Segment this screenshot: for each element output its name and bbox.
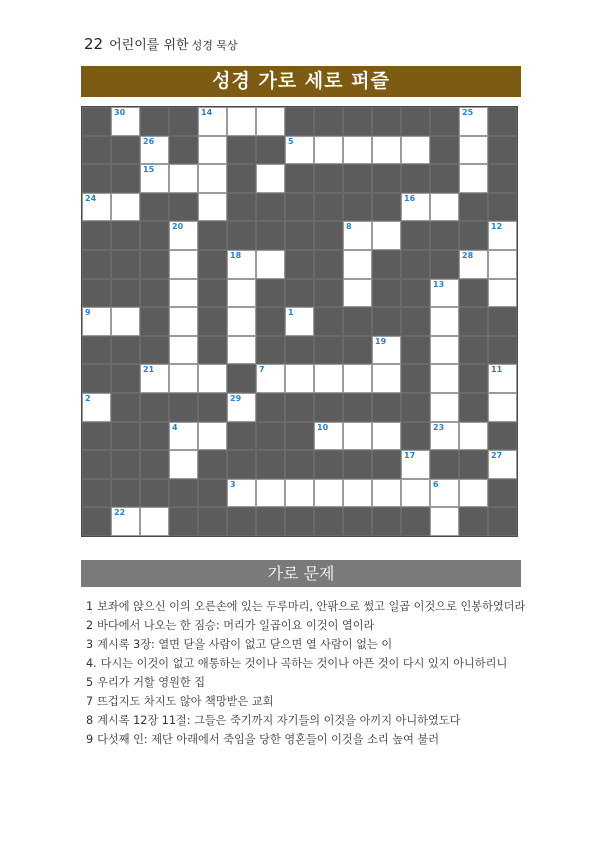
grid-cell-blocked	[256, 507, 285, 536]
grid-cell-blocked	[401, 307, 430, 336]
grid-cell-open[interactable]	[430, 364, 459, 393]
grid-cell-blocked	[140, 279, 169, 308]
grid-cell-open[interactable]	[256, 364, 285, 393]
grid-cell-blocked	[488, 507, 517, 536]
clue-number: 30	[114, 108, 126, 117]
grid-cell-open[interactable]	[430, 422, 459, 451]
grid-cell-blocked	[140, 422, 169, 451]
grid-cell-blocked	[227, 221, 256, 250]
grid-cell-blocked	[198, 479, 227, 508]
puzzle-title: 성경 가로 세로 퍼즐	[81, 66, 521, 97]
grid-cell-blocked	[111, 164, 140, 193]
grid-cell-blocked	[401, 507, 430, 536]
grid-cell-blocked	[82, 164, 111, 193]
grid-cell-blocked	[459, 336, 488, 365]
clue-item	[86, 730, 526, 749]
grid-cell-blocked	[459, 279, 488, 308]
clue-item-number: 5	[86, 676, 94, 689]
grid-cell-open[interactable]	[488, 221, 517, 250]
clue-number: 17	[404, 451, 416, 461]
grid-cell-open[interactable]	[488, 393, 517, 422]
grid-cell-blocked	[285, 507, 314, 536]
grid-cell-blocked	[314, 164, 343, 193]
grid-cell-open[interactable]	[256, 107, 285, 136]
grid-cell-blocked	[256, 221, 285, 250]
clue-number: 7	[259, 365, 265, 375]
grid-cell-blocked	[285, 107, 314, 136]
grid-cell-open[interactable]	[111, 507, 140, 536]
grid-cell-open[interactable]	[459, 164, 488, 193]
clue-item	[86, 616, 526, 635]
clue-item-number: 4.	[86, 657, 97, 670]
clue-number: 24	[85, 193, 97, 203]
grid-cell-blocked	[111, 136, 140, 165]
grid-cell-blocked	[256, 393, 285, 422]
grid-cell-blocked	[488, 193, 517, 222]
grid-cell-open[interactable]	[314, 422, 343, 451]
grid-cell-blocked	[430, 221, 459, 250]
clue-item-number: 2	[86, 619, 94, 632]
grid-cell-blocked	[401, 250, 430, 279]
grid-cell-blocked	[140, 307, 169, 336]
grid-cell-blocked	[82, 450, 111, 479]
grid-cell-open[interactable]	[343, 479, 372, 508]
grid-cell-blocked	[459, 507, 488, 536]
grid-cell-blocked	[343, 307, 372, 336]
clue-number: 25	[462, 108, 474, 117]
grid-cell-blocked	[285, 164, 314, 193]
clue-item	[86, 597, 526, 616]
grid-cell-blocked	[198, 507, 227, 536]
grid-cell-blocked	[488, 307, 517, 336]
clue-number: 29	[230, 394, 242, 403]
grid-cell-open[interactable]	[314, 479, 343, 508]
grid-cell-blocked	[256, 136, 285, 165]
running-header	[84, 34, 238, 53]
grid-cell-blocked	[372, 250, 401, 279]
grid-cell-open[interactable]	[198, 364, 227, 393]
grid-cell-open[interactable]	[198, 164, 227, 193]
grid-cell-open[interactable]	[401, 450, 430, 479]
clue-number: 11	[491, 365, 503, 375]
grid-cell-blocked	[372, 507, 401, 536]
grid-cell-open[interactable]	[285, 307, 314, 336]
clue-number: 5	[288, 136, 294, 146]
grid-cell-open[interactable]	[169, 279, 198, 308]
clue-number: 1	[288, 308, 294, 318]
grid-cell-open[interactable]	[459, 136, 488, 165]
grid-cell-open[interactable]	[285, 364, 314, 393]
clue-item-text: 다시는 이것이 없고 애통하는 것이나 곡하는 것이나 아픈 것이 다시 있지 아니하리니	[100, 657, 508, 670]
grid-cell-open[interactable]	[343, 221, 372, 250]
grid-cell-blocked	[82, 279, 111, 308]
clue-number: 13	[433, 279, 445, 289]
grid-cell-blocked	[256, 422, 285, 451]
grid-cell-blocked	[111, 336, 140, 365]
grid-cell-blocked	[227, 507, 256, 536]
grid-cell-blocked	[285, 422, 314, 451]
clue-number: 15	[143, 165, 155, 175]
grid-cell-blocked	[198, 250, 227, 279]
grid-cell-open[interactable]	[111, 193, 140, 222]
clue-item-text: 다섯째 인: 제단 아래에서 죽임을 당한 영혼들이 이것을 소리 높여 불러	[97, 733, 440, 746]
grid-cell-blocked	[372, 307, 401, 336]
clue-item-number: 3	[86, 638, 94, 651]
grid-cell-open[interactable]	[459, 479, 488, 508]
grid-cell-blocked	[140, 336, 169, 365]
grid-cell-open[interactable]	[372, 136, 401, 165]
grid-cell-open[interactable]	[256, 250, 285, 279]
grid-cell-blocked	[285, 279, 314, 308]
clue-number: 4	[172, 422, 178, 432]
grid-cell-blocked	[372, 164, 401, 193]
grid-cell-blocked	[314, 279, 343, 308]
crossword-grid	[81, 106, 518, 537]
grid-cell-open[interactable]	[488, 450, 517, 479]
grid-cell-blocked	[401, 107, 430, 136]
grid-cell-blocked	[256, 279, 285, 308]
grid-cell-open[interactable]	[401, 193, 430, 222]
grid-cell-blocked	[111, 279, 140, 308]
grid-cell-blocked	[285, 336, 314, 365]
grid-cell-open[interactable]	[198, 136, 227, 165]
grid-cell-open[interactable]	[430, 193, 459, 222]
clue-item-number: 1	[86, 600, 94, 613]
grid-cell-blocked	[111, 221, 140, 250]
grid-cell-blocked	[285, 393, 314, 422]
grid-cell-open[interactable]	[111, 107, 140, 136]
clue-item-number: 9	[86, 733, 94, 746]
clue-number: 10	[317, 422, 329, 432]
grid-cell-blocked	[198, 279, 227, 308]
grid-cell-open[interactable]	[82, 393, 111, 422]
grid-cell-blocked	[140, 221, 169, 250]
grid-cell-blocked	[488, 164, 517, 193]
grid-cell-blocked	[401, 221, 430, 250]
grid-cell-blocked	[82, 107, 111, 136]
grid-cell-open[interactable]	[488, 279, 517, 308]
grid-cell-blocked	[82, 250, 111, 279]
grid-cell-open[interactable]	[314, 136, 343, 165]
grid-cell-blocked	[372, 107, 401, 136]
clue-item-text: 보좌에 앉으신 이의 오른손에 있는 두루마리, 안팎으로 썼고 일곱 이것으로 인봉하였더라	[97, 600, 526, 613]
grid-cell-open[interactable]	[343, 364, 372, 393]
grid-cell-blocked	[314, 107, 343, 136]
grid-cell-open[interactable]	[285, 136, 314, 165]
clue-number: 2	[85, 394, 91, 403]
clue-item-number: 8	[86, 714, 94, 727]
clue-number: 3	[230, 479, 236, 489]
grid-cell-blocked	[488, 107, 517, 136]
grid-cell-open[interactable]	[198, 422, 227, 451]
grid-cell-blocked	[488, 136, 517, 165]
grid-cell-open[interactable]	[488, 250, 517, 279]
clue-item	[86, 654, 526, 673]
clue-number: 16	[404, 193, 416, 203]
grid-cell-blocked	[314, 307, 343, 336]
grid-cell-blocked	[227, 422, 256, 451]
grid-cell-blocked	[459, 450, 488, 479]
grid-cell-open[interactable]	[227, 393, 256, 422]
grid-cell-open[interactable]	[82, 307, 111, 336]
grid-cell-open[interactable]	[430, 479, 459, 508]
grid-cell-blocked	[459, 193, 488, 222]
grid-cell-open[interactable]	[227, 336, 256, 365]
grid-cell-blocked	[459, 364, 488, 393]
grid-cell-blocked	[227, 136, 256, 165]
grid-cell-open[interactable]	[459, 250, 488, 279]
grid-cell-blocked	[82, 364, 111, 393]
grid-cell-open[interactable]	[343, 279, 372, 308]
grid-cell-blocked	[169, 107, 198, 136]
grid-cell-blocked	[82, 336, 111, 365]
grid-cell-open[interactable]	[401, 479, 430, 508]
clue-item-text: 바다에서 나오는 한 짐승: 머리가 일곱이요 이것이 열이라	[97, 619, 375, 632]
grid-cell-blocked	[401, 164, 430, 193]
grid-cell-blocked	[488, 336, 517, 365]
grid-cell-blocked	[372, 279, 401, 308]
grid-cell-blocked	[82, 136, 111, 165]
grid-cell-open[interactable]	[140, 364, 169, 393]
grid-cell-blocked	[256, 450, 285, 479]
grid-cell-blocked	[401, 393, 430, 422]
clue-number: 18	[230, 251, 242, 260]
grid-cell-open[interactable]	[111, 307, 140, 336]
grid-cell-open[interactable]	[343, 250, 372, 279]
grid-cell-open[interactable]	[372, 479, 401, 508]
grid-cell-blocked	[430, 250, 459, 279]
grid-cell-blocked	[430, 164, 459, 193]
grid-cell-blocked	[169, 479, 198, 508]
grid-cell-blocked	[314, 507, 343, 536]
grid-cell-blocked	[314, 250, 343, 279]
grid-cell-blocked	[256, 336, 285, 365]
clue-number: 12	[491, 222, 503, 232]
grid-cell-blocked	[198, 393, 227, 422]
grid-cell-open[interactable]	[227, 250, 256, 279]
grid-cell-blocked	[140, 193, 169, 222]
grid-cell-open[interactable]	[430, 279, 459, 308]
clue-item-text: 뜨겁지도 차지도 않아 책망받은 교회	[97, 695, 274, 708]
across-clue-list	[86, 597, 526, 749]
grid-cell-blocked	[227, 164, 256, 193]
grid-cell-open[interactable]	[459, 107, 488, 136]
grid-cell-blocked	[198, 221, 227, 250]
grid-cell-blocked	[401, 279, 430, 308]
grid-cell-blocked	[198, 336, 227, 365]
grid-cell-blocked	[343, 450, 372, 479]
grid-cell-blocked	[111, 450, 140, 479]
grid-cell-open[interactable]	[459, 422, 488, 451]
grid-cell-blocked	[140, 107, 169, 136]
chapter-label: 성경 묵상	[191, 39, 238, 52]
book-title: 어린이를 위한	[109, 38, 189, 53]
grid-cell-open[interactable]	[343, 136, 372, 165]
grid-cell-blocked	[343, 164, 372, 193]
grid-cell-blocked	[343, 507, 372, 536]
grid-cell-blocked	[140, 450, 169, 479]
grid-cell-open[interactable]	[372, 221, 401, 250]
grid-cell-blocked	[343, 336, 372, 365]
grid-cell-blocked	[285, 250, 314, 279]
grid-cell-open[interactable]	[169, 164, 198, 193]
grid-cell-open[interactable]	[285, 479, 314, 508]
grid-cell-blocked	[401, 422, 430, 451]
grid-cell-blocked	[285, 193, 314, 222]
grid-cell-blocked	[343, 393, 372, 422]
grid-cell-blocked	[111, 393, 140, 422]
grid-cell-blocked	[198, 450, 227, 479]
grid-cell-blocked	[430, 450, 459, 479]
grid-cell-blocked	[314, 221, 343, 250]
clue-number: 22	[114, 508, 126, 518]
grid-cell-blocked	[459, 307, 488, 336]
clue-number: 20	[172, 222, 184, 232]
grid-cell-blocked	[140, 479, 169, 508]
grid-cell-blocked	[314, 193, 343, 222]
clue-item-text: 계시록 3장: 열면 닫을 사람이 없고 닫으면 열 사람이 없는 이	[97, 638, 393, 651]
grid-cell-blocked	[256, 307, 285, 336]
clue-item	[86, 692, 526, 711]
grid-cell-open[interactable]	[198, 107, 227, 136]
grid-cell-open[interactable]	[140, 507, 169, 536]
clue-number: 21	[143, 365, 155, 375]
grid-cell-blocked	[227, 450, 256, 479]
grid-cell-blocked	[111, 364, 140, 393]
clue-item	[86, 673, 526, 692]
clue-number: 8	[346, 222, 352, 232]
grid-cell-blocked	[169, 193, 198, 222]
grid-cell-blocked	[343, 107, 372, 136]
clue-number: 9	[85, 308, 91, 318]
grid-cell-blocked	[430, 107, 459, 136]
clue-number: 23	[433, 422, 445, 432]
across-heading: 가로 문제	[81, 560, 521, 587]
grid-cell-open[interactable]	[140, 136, 169, 165]
clue-number: 26	[143, 136, 155, 146]
grid-cell-blocked	[140, 250, 169, 279]
grid-cell-open[interactable]	[227, 307, 256, 336]
grid-cell-open[interactable]	[430, 307, 459, 336]
grid-cell-open[interactable]	[169, 422, 198, 451]
grid-cell-open[interactable]	[401, 136, 430, 165]
grid-cell-blocked	[256, 193, 285, 222]
grid-cell-open[interactable]	[314, 364, 343, 393]
grid-cell-open[interactable]	[227, 107, 256, 136]
grid-cell-blocked	[198, 307, 227, 336]
grid-cell-open[interactable]	[256, 479, 285, 508]
grid-cell-blocked	[401, 364, 430, 393]
grid-cell-blocked	[82, 507, 111, 536]
page-number: 22	[84, 35, 104, 53]
clue-number: 6	[433, 479, 439, 489]
grid-cell-blocked	[314, 393, 343, 422]
clue-number: 14	[201, 108, 213, 117]
clue-number: 28	[462, 251, 474, 260]
grid-cell-open[interactable]	[343, 422, 372, 451]
clue-item-number: 7	[86, 695, 94, 708]
grid-cell-open[interactable]	[82, 193, 111, 222]
grid-cell-blocked	[372, 193, 401, 222]
grid-cell-open[interactable]	[227, 479, 256, 508]
grid-cell-blocked	[82, 479, 111, 508]
grid-cell-open[interactable]	[430, 336, 459, 365]
grid-cell-blocked	[430, 136, 459, 165]
grid-cell-open[interactable]	[169, 250, 198, 279]
grid-cell-blocked	[82, 422, 111, 451]
grid-cell-open[interactable]	[430, 507, 459, 536]
grid-cell-blocked	[111, 422, 140, 451]
grid-cell-blocked	[111, 479, 140, 508]
grid-cell-blocked	[343, 193, 372, 222]
grid-cell-open[interactable]	[372, 336, 401, 365]
grid-cell-blocked	[372, 450, 401, 479]
grid-cell-blocked	[140, 393, 169, 422]
grid-cell-blocked	[169, 393, 198, 422]
grid-cell-blocked	[285, 450, 314, 479]
clue-number: 27	[491, 451, 503, 461]
grid-cell-open[interactable]	[169, 307, 198, 336]
clue-number: 19	[375, 336, 387, 346]
clue-item	[86, 711, 526, 730]
grid-cell-open[interactable]	[198, 193, 227, 222]
grid-cell-blocked	[459, 221, 488, 250]
grid-cell-blocked	[111, 250, 140, 279]
grid-cell-blocked	[459, 393, 488, 422]
clue-item-text: 우리가 거할 영원한 집	[97, 676, 206, 689]
grid-cell-open[interactable]	[169, 450, 198, 479]
grid-cell-blocked	[227, 364, 256, 393]
grid-cell-blocked	[488, 479, 517, 508]
grid-cell-open[interactable]	[372, 364, 401, 393]
grid-cell-blocked	[169, 507, 198, 536]
grid-cell-blocked	[401, 336, 430, 365]
grid-cell-open[interactable]	[169, 336, 198, 365]
grid-cell-open[interactable]	[227, 279, 256, 308]
grid-cell-open[interactable]	[256, 164, 285, 193]
grid-cell-blocked	[169, 136, 198, 165]
grid-cell-blocked	[82, 221, 111, 250]
grid-cell-blocked	[314, 450, 343, 479]
grid-cell-blocked	[372, 393, 401, 422]
clue-item-text: 계시록 12장 11절: 그들은 죽기까지 자기들의 이것을 아끼지 아니하였도다	[97, 714, 461, 727]
grid-cell-open[interactable]	[169, 364, 198, 393]
grid-cell-open[interactable]	[140, 164, 169, 193]
grid-cell-open[interactable]	[169, 221, 198, 250]
grid-cell-open[interactable]	[372, 422, 401, 451]
grid-cell-open[interactable]	[488, 364, 517, 393]
grid-cell-open[interactable]	[430, 393, 459, 422]
grid-cell-blocked	[488, 422, 517, 451]
grid-cell-blocked	[285, 221, 314, 250]
grid-cell-blocked	[314, 336, 343, 365]
clue-item	[86, 635, 526, 654]
grid-cell-blocked	[227, 193, 256, 222]
